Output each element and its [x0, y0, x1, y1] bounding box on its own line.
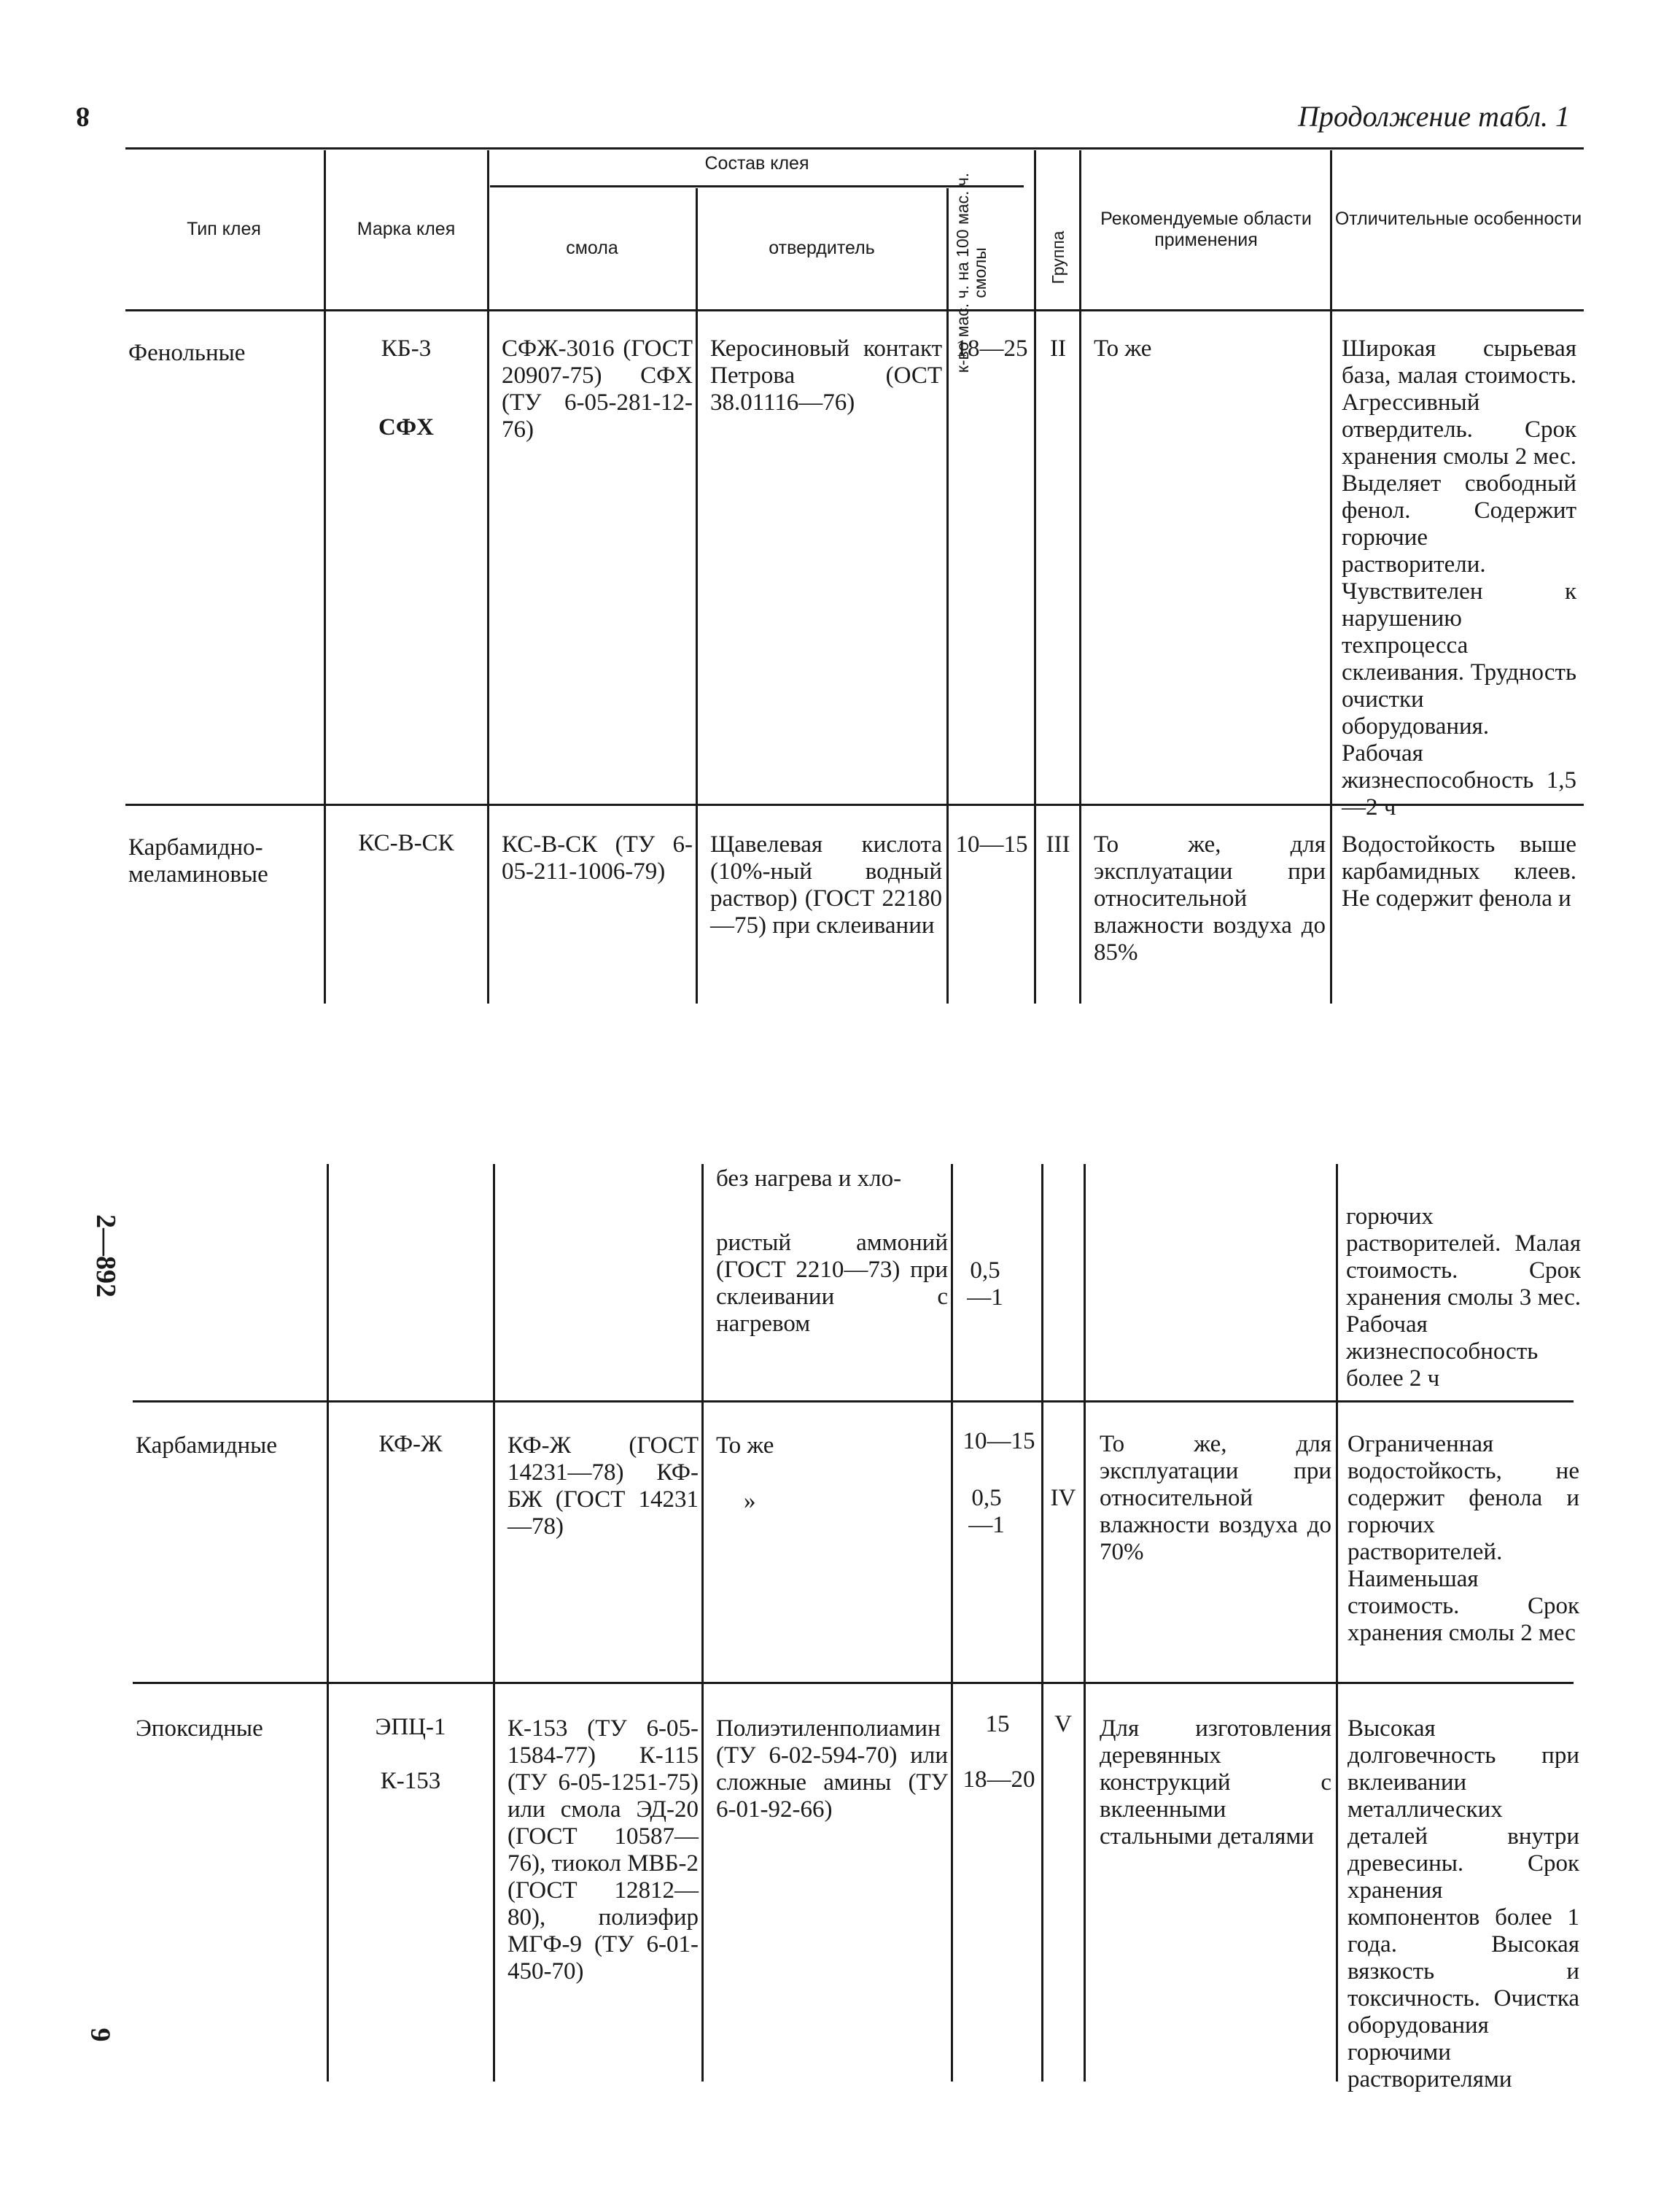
col-divider — [701, 1164, 704, 2082]
row2-type: Карбамидно-меламиновые — [128, 834, 268, 888]
header-features: Отличительные особенности — [1334, 209, 1582, 229]
row4-group: V — [1054, 1711, 1072, 1737]
header-type: Тип клея — [187, 219, 261, 239]
col-divider — [324, 150, 326, 1004]
col-divider — [1336, 1164, 1338, 2082]
header-group: Группа — [1049, 230, 1068, 284]
row4-brand-2: К-153 — [380, 1768, 441, 1794]
page-number-right: 9 — [85, 2028, 116, 2042]
row2-resin: КС-В-СК (ТУ 6-05-211-1006-79) — [502, 831, 693, 885]
row2-amount-2: 0,5—1 — [967, 1257, 1003, 1311]
row3-brand: КФ-Ж — [378, 1431, 443, 1457]
row2-hardener: Щавелевая кислота (10%-ный водный раствор) (ГОСТ 22180—75) при склеивании — [710, 831, 942, 939]
row3-group: IV — [1050, 1485, 1076, 1511]
table-top-rule — [125, 147, 1584, 150]
header-brand: Марка клея — [357, 219, 456, 239]
row4-resin: К-153 (ТУ 6-05-1584-77) К-115 (ТУ 6-05-1251-75) или смола ЭД-20 (ГОСТ 10587—76), тиокол МВБ-2 (ГОСТ 12812—80), полиэфир МГФ-9 (ТУ 6-01-450-70) — [508, 1715, 699, 1985]
row3-resin: КФ-Ж (ГОСТ 14231—78) КФ-БЖ (ГОСТ 14231—78) — [508, 1432, 699, 1540]
row3-type: Карбамидные — [136, 1432, 277, 1459]
row2-brand: КС-В-СК — [358, 830, 454, 856]
row2-amount-1: 10—15 — [955, 831, 1028, 858]
row2-hardener-cont-2: ристый аммоний (ГОСТ 2210—73) при склеивании с нагревом — [716, 1230, 948, 1337]
row4-features: Высокая долговечность при вклеивании металлических деталей внутри древесины. Срок хранения компонентов более 1 года. Высокая вязкость и токсичность. Очистка оборудования горючими растворителями — [1348, 1715, 1579, 2092]
row1-resin: СФЖ-3016 (ГОСТ 20907-75) СФХ (ТУ 6-05-281-12-76) — [502, 335, 693, 443]
row1-type: Фенольные — [128, 340, 246, 366]
col-divider — [1330, 150, 1332, 1004]
col-divider — [487, 150, 489, 1004]
header-resin: смола — [566, 238, 618, 258]
col-divider — [1084, 1164, 1086, 2082]
row-divider — [133, 1682, 1574, 1684]
row4-hardener: Полиэтиленполиамин (ТУ 6-02-594-70) или сложные амины (ТУ 6-01-92-66) — [716, 1715, 948, 1823]
sheet-mark: 2—892 — [90, 1214, 121, 1297]
col-divider — [946, 188, 949, 1004]
header-composition: Состав клея — [704, 153, 809, 174]
row4-brand-1: ЭПЦ-1 — [375, 1714, 446, 1740]
row1-hardener: Керосиновый контакт Петрова (ОСТ 38.01116—76) — [710, 335, 942, 416]
row3-amount-2: 0,5—1 — [968, 1485, 1005, 1538]
row2-hardener-cont-1: без нагрева и хло- — [716, 1165, 902, 1192]
row4-amount-1: 15 — [985, 1711, 1010, 1737]
page-number-left: 8 — [76, 101, 90, 132]
row1-features: Широкая сырьевая база, малая стоимость. Агрессивный отвердитель. Срок хранения смолы 2 мес. Выделяет свободный фенол. Содержит горючие растворители. Чувствителен к нарушению техпроцесса склеивания. Трудность очистки оборудования. Рабочая жизнеспособность 1,5—2 ч — [1342, 335, 1576, 820]
col-divider — [696, 188, 698, 1004]
row1-brand-2: СФХ — [378, 414, 434, 441]
row3-hardener-1: То же — [716, 1432, 774, 1459]
row4-type: Эпоксидные — [136, 1715, 263, 1742]
header-hardener: отвердитель — [769, 238, 875, 258]
header-application: Рекомендуемые области применения — [1100, 209, 1312, 250]
col-divider — [951, 1164, 953, 2082]
row2-application: То же, для эксплуатации при относительной влажности воздуха до 85% — [1094, 831, 1326, 966]
row1-brand-1: КБ-3 — [381, 335, 432, 362]
row1-application: То же — [1094, 335, 1152, 362]
row2-group: III — [1046, 831, 1070, 858]
col-divider — [327, 1164, 329, 2082]
col-divider — [1041, 1164, 1043, 2082]
row1-group: II — [1050, 335, 1066, 362]
row3-hardener-2: » — [744, 1488, 756, 1514]
row-divider — [133, 1400, 1574, 1403]
header-amount: к-во мас. ч. на 100 мас. ч. смолы — [953, 172, 989, 373]
row3-amount-1: 10—15 — [962, 1428, 1035, 1454]
continuation-label: Продолжение табл. 1 — [1298, 100, 1571, 133]
row4-amount-2: 18—20 — [962, 1766, 1035, 1793]
header-bottom-rule — [125, 309, 1584, 311]
row2-features-cont: горючих растворителей. Малая стоимость. Срок хранения смолы 3 мес. Рабочая жизнеспособность более 2 ч — [1346, 1203, 1581, 1392]
row4-application: Для изготовления деревянных конструкций с вклеенными стальными деталями — [1100, 1715, 1331, 1850]
composition-rule — [490, 185, 1024, 187]
row2-features: Водостойкость выше карбамидных клеев. Не содержит фенола и — [1342, 831, 1576, 912]
row3-features: Ограниченная водостойкость, не содержит фенола и горючих растворителей. Наименьшая стоимость. Срок хранения смолы 2 мес — [1348, 1431, 1579, 1646]
col-divider — [1079, 150, 1081, 1004]
col-divider — [1034, 150, 1036, 1004]
row3-application: То же, для эксплуатации при относительной влажности воздуха до 70% — [1100, 1431, 1331, 1565]
row1-amount: 18—25 — [955, 335, 1028, 362]
col-divider — [493, 1164, 495, 2082]
